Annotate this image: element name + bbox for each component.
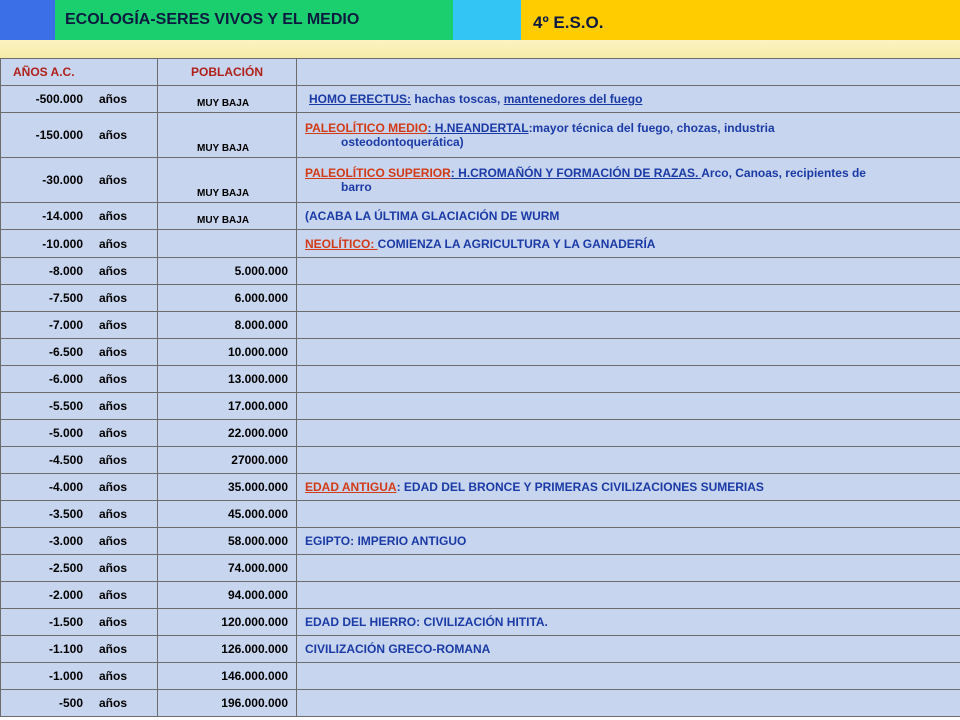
event-cell (297, 339, 960, 366)
year-unit: años (99, 372, 128, 386)
table-row (1, 609, 960, 636)
year-value: -3.500 (48, 507, 83, 521)
year-cell (1, 113, 158, 158)
event-cell (297, 582, 960, 609)
year-unit: años (99, 209, 128, 223)
event-cell (297, 663, 960, 690)
table-row (1, 663, 960, 690)
level-title: 4º E.S.O. (521, 0, 960, 40)
event-text-b: : H.CROMAÑÓN Y FORMACIÓN DE RAZAS. (450, 166, 702, 180)
population-cell: 13.000.000 (158, 366, 297, 393)
event-text-a: CIVILIZACIÓN GRECO-ROMANA (305, 642, 491, 656)
year-value: -6.000 (48, 372, 83, 386)
population-cell: 45.000.000 (158, 501, 297, 528)
year-value: -30.000 (42, 173, 83, 187)
population-cell: MUY BAJA (158, 86, 297, 113)
event-text-d: osteodontoquerática) (341, 135, 464, 149)
event-cell (297, 636, 960, 663)
event-text-b: : H.NEANDERTAL (427, 121, 529, 135)
event-text-a: NEOLÍTICO: (305, 236, 378, 251)
year-value: -10.000 (42, 236, 83, 251)
event-text-a: EDAD DEL HIERRO: CIVILIZACIÓN HITITA. (305, 615, 548, 629)
year-cell (1, 366, 158, 393)
table-header-row (1, 59, 960, 86)
event-text-a: EGIPTO: IMPERIO ANTIGUO (305, 534, 467, 548)
year-unit: años (99, 426, 128, 440)
year-value: -7.500 (48, 291, 83, 305)
year-value: -1.000 (48, 669, 83, 683)
event-cell (297, 312, 960, 339)
year-cell (1, 555, 158, 582)
year-value: -3.000 (48, 534, 83, 548)
population-cell (158, 230, 297, 258)
event-cell (297, 555, 960, 582)
year-cell (1, 447, 158, 474)
population-cell: 22.000.000 (158, 420, 297, 447)
year-value: -4.500 (48, 453, 83, 467)
event-cell (297, 230, 960, 258)
year-unit: años (99, 642, 128, 656)
year-unit: años (99, 173, 128, 187)
population-cell: 17.000.000 (158, 393, 297, 420)
table-row (1, 582, 960, 609)
event-text-c: :mayor técnica del fuego, chozas, industria (528, 121, 775, 135)
table-row (1, 285, 960, 312)
event-cell (297, 113, 960, 158)
year-unit: años (99, 534, 128, 548)
event-text-c: Arco, Canoas, recipientes de (701, 166, 866, 180)
event-text-d: barro (341, 180, 372, 194)
table-row (1, 393, 960, 420)
year-unit: años (99, 399, 128, 413)
table-row (1, 447, 960, 474)
population-cell: 146.000.000 (158, 663, 297, 690)
event-cell (297, 86, 960, 113)
year-cell (1, 393, 158, 420)
year-cell (1, 285, 158, 312)
table-row (1, 113, 960, 158)
event-cell (297, 447, 960, 474)
population-cell: 74.000.000 (158, 555, 297, 582)
year-unit: años (99, 291, 128, 305)
year-cell (1, 158, 158, 203)
event-cell (297, 609, 960, 636)
column-header-population: POBLACIÓN (158, 59, 297, 86)
year-cell (1, 203, 158, 230)
population-cell: MUY BAJA (158, 158, 297, 203)
event-cell (297, 158, 960, 203)
table-row (1, 636, 960, 663)
table-row (1, 528, 960, 555)
table-row (1, 366, 960, 393)
population-cell: 10.000.000 (158, 339, 297, 366)
timeline-table (0, 58, 960, 717)
population-cell: 5.000.000 (158, 258, 297, 285)
header-strip (0, 40, 960, 58)
column-header-events (297, 59, 960, 86)
population-cell: MUY BAJA (158, 203, 297, 230)
event-cell (297, 258, 960, 285)
year-cell (1, 258, 158, 285)
event-text-b: hachas toscas, (411, 92, 504, 106)
column-header-years: AÑOS A.C. (1, 59, 158, 86)
year-cell (1, 528, 158, 555)
year-value: -2.500 (48, 561, 83, 575)
year-value: -1.100 (48, 642, 83, 656)
year-unit: años (99, 588, 128, 602)
year-value: -5.000 (48, 426, 83, 440)
year-unit: años (99, 669, 128, 683)
event-cell (297, 285, 960, 312)
population-cell: 120.000.000 (158, 609, 297, 636)
table-row (1, 474, 960, 501)
population-cell: 27000.000 (158, 447, 297, 474)
event-cell (297, 690, 960, 717)
table-row (1, 501, 960, 528)
population-cell: 94.000.000 (158, 582, 297, 609)
year-cell (1, 582, 158, 609)
year-value: -1.500 (48, 615, 83, 629)
event-text-a: PALEOLÍTICO MEDIO (305, 121, 428, 135)
event-cell (297, 366, 960, 393)
event-cell (297, 203, 960, 230)
year-unit: años (99, 128, 128, 142)
table-row (1, 312, 960, 339)
year-unit: años (99, 696, 128, 710)
year-cell (1, 86, 158, 113)
population-cell: 196.000.000 (158, 690, 297, 717)
table-row (1, 555, 960, 582)
year-unit: años (99, 561, 128, 575)
event-text-a: PALEOLÍTICO SUPERIOR (305, 166, 451, 180)
year-unit: años (99, 453, 128, 467)
event-cell (297, 474, 960, 501)
header-bar (0, 0, 960, 40)
year-cell (1, 609, 158, 636)
year-value: -500.000 (35, 92, 83, 106)
year-cell (1, 420, 158, 447)
year-cell (1, 501, 158, 528)
year-unit: años (99, 615, 128, 629)
year-cell (1, 474, 158, 501)
event-text-a: EDAD ANTIGUA (305, 480, 397, 494)
header-cyan-block (453, 0, 521, 40)
year-unit: años (99, 92, 128, 106)
event-cell (297, 528, 960, 555)
year-cell (1, 636, 158, 663)
table-row (1, 86, 960, 113)
population-cell: 126.000.000 (158, 636, 297, 663)
year-value: -150.000 (35, 128, 83, 142)
event-cell (297, 393, 960, 420)
event-cell (297, 501, 960, 528)
year-cell (1, 339, 158, 366)
subject-title: ECOLOGÍA-SERES VIVOS Y EL MEDIO (55, 0, 453, 40)
year-value: -14.000 (42, 209, 83, 223)
year-cell (1, 230, 158, 258)
year-value: -8.000 (48, 264, 83, 278)
year-unit: años (99, 264, 128, 278)
event-text-b: COMIENZA LA AGRICULTURA Y LA GANADERÍA (377, 236, 656, 251)
year-value: -500 (58, 696, 83, 710)
event-text-a: HOMO ERECTUS: (309, 92, 411, 106)
table-row (1, 203, 960, 230)
event-cell (297, 420, 960, 447)
table-row (1, 339, 960, 366)
table-row (1, 420, 960, 447)
population-cell: 8.000.000 (158, 312, 297, 339)
year-cell (1, 690, 158, 717)
table-row (1, 258, 960, 285)
population-cell: 35.000.000 (158, 474, 297, 501)
table-row (1, 690, 960, 717)
year-unit: años (99, 507, 128, 521)
year-unit: años (99, 318, 128, 332)
table-row (1, 158, 960, 203)
table-row (1, 230, 960, 258)
year-cell (1, 312, 158, 339)
year-value: -6.500 (48, 345, 83, 359)
year-unit: años (99, 236, 128, 251)
year-unit: años (99, 345, 128, 359)
year-cell (1, 663, 158, 690)
population-cell: 6.000.000 (158, 285, 297, 312)
event-text-c: mantenedores del fuego (503, 92, 643, 106)
year-unit: años (99, 480, 128, 494)
year-value: -5.500 (48, 399, 83, 413)
event-text-b: : EDAD DEL BRONCE Y PRIMERAS CIVILIZACIONES SUMERIAS (396, 480, 764, 494)
header-blue-block (0, 0, 55, 40)
year-value: -2.000 (48, 588, 83, 602)
year-value: -4.000 (48, 480, 83, 494)
population-cell: MUY BAJA (158, 113, 297, 158)
population-cell: 58.000.000 (158, 528, 297, 555)
year-value: -7.000 (48, 318, 83, 332)
event-text-a: (ACABA LA ÚLTIMA GLACIACIÓN DE WURM (305, 209, 560, 223)
